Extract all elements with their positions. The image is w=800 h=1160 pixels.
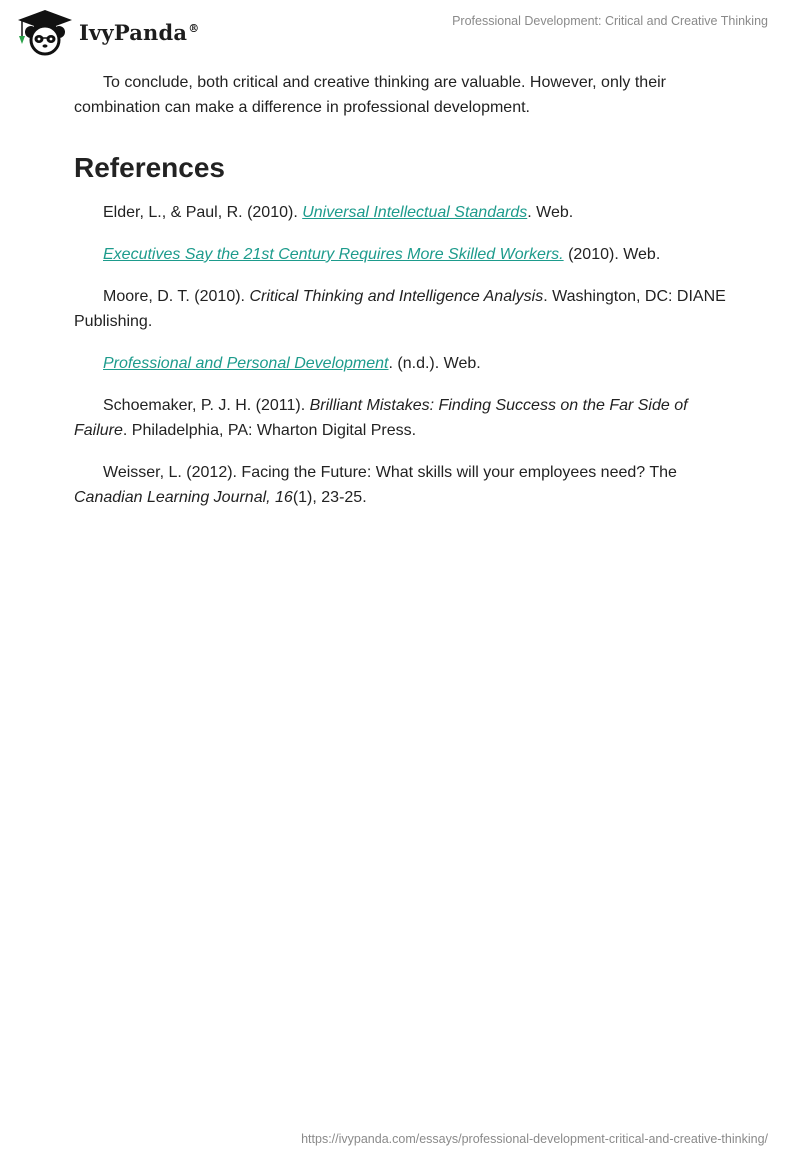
reference-item: Professional and Personal Development. (n.d.). Web. [103, 355, 481, 372]
panda-graduate-icon [16, 8, 74, 56]
brand-name: IvyPanda® [79, 19, 200, 45]
document-body [74, 70, 730, 527]
reference-item: Schoemaker, P. J. H. (2011). Brilliant Mistakes: Finding Success on the Far Side of Failure. Philadelphia, PA: Wharton Digital Press. [74, 397, 688, 439]
reference-item: Moore, D. T. (2010). Critical Thinking and Intelligence Analysis. Washington, DC: DIANE Publishing. [74, 288, 726, 330]
conclusion-paragraph: To conclude, both critical and creative thinking are valuable. However, only their combination can make a difference in professional development. [74, 74, 666, 116]
ivypanda-logo[interactable] [16, 8, 199, 56]
reference-item: Weisser, L. (2012). Facing the Future: What skills will your employees need? The Canadian Learning Journal, 16(1), 23-25. [74, 464, 677, 506]
reference-item: Executives Say the 21st Century Requires More Skilled Workers. (2010). Web. [103, 246, 661, 263]
running-title: Professional Development: Critical and Creative Thinking [452, 14, 768, 28]
references-heading: References [74, 152, 225, 183]
source-url[interactable]: https://ivypanda.com/essays/professional-development-critical-and-creative-thinking/ [301, 1132, 768, 1146]
reference-link[interactable]: Universal Intellectual Standards [302, 204, 528, 221]
reference-link[interactable]: Professional and Personal Development [103, 355, 389, 372]
reference-link[interactable]: Executives Say the 21st Century Requires More Skilled Workers. [103, 246, 564, 263]
page-header [0, 0, 800, 62]
reference-item: Elder, L., & Paul, R. (2010). Universal Intellectual Standards. Web. [103, 204, 574, 221]
